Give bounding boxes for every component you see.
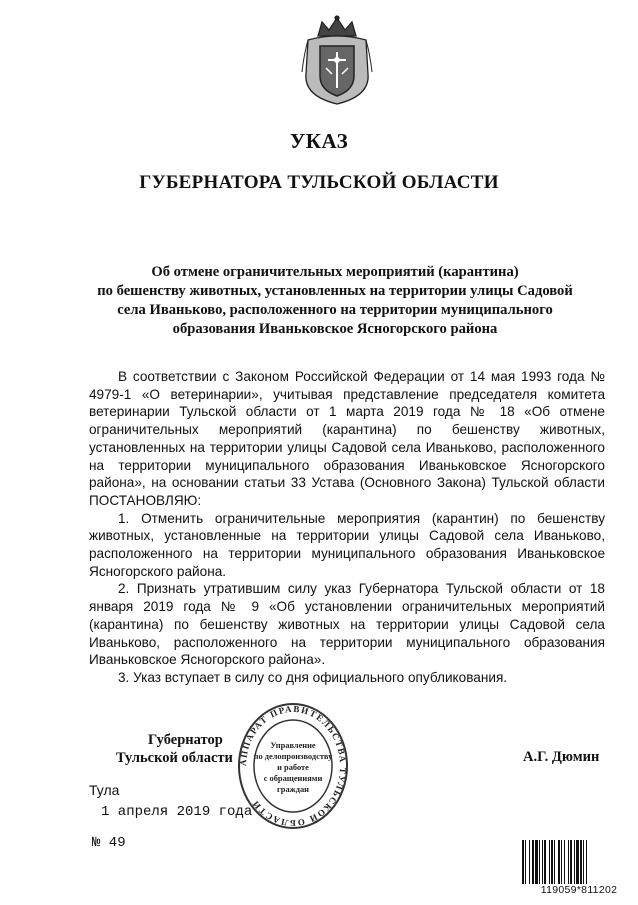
subject-line: Об отмене ограничительных мероприятий (карантина) xyxy=(151,264,519,280)
barcode-bar xyxy=(587,840,590,884)
stamp-line: и работе xyxy=(277,763,309,772)
coat-of-arms-emblem xyxy=(298,14,376,106)
position-line: Тульской области xyxy=(116,750,233,766)
issue-city: Тула xyxy=(89,782,120,798)
position-line: Губернатор xyxy=(148,732,223,748)
official-stamp xyxy=(237,700,349,832)
document-subject xyxy=(70,263,600,339)
clause-2-paragraph: 2. Признать утратившим силу указ Губернатора Тульской области от 18 января 2019 года № 9 «Об установлении ограничительных мероприятий (карантина) по бешенству животных на территории улицы Садовой села Иваньково, расположенного на территории муниципального образования Иваньковское Ясногорского района». xyxy=(89,581,605,668)
subject-line: села Иваньково, расположенного на территории муниципального xyxy=(117,302,553,318)
document-number: № 49 xyxy=(92,835,126,851)
stamp-line: по делопроизводству xyxy=(253,752,333,761)
barcode-number: 119059*811202 xyxy=(540,884,618,896)
subject-line: по бешенству животных, установленных на территории улицы Садовой xyxy=(97,283,573,299)
clause-3-paragraph: 3. Указ вступает в силу со дня официального опубликования. xyxy=(118,669,508,685)
stamp-line: граждан xyxy=(277,785,309,794)
barcode xyxy=(522,840,636,896)
stamp-ring-text: АППАРАТ ПРАВИТЕЛЬСТВА ТУЛЬСКОЙ ОБЛАСТИ xyxy=(237,703,349,829)
stamp-line: с обращениями xyxy=(263,774,323,783)
preamble-paragraph: В соответствии с Законом Российской Федерации от 14 мая 1993 года № 4979-1 «О ветеринарии», учитывая представление председателя комитета ветеринарии Тульской области от 1 марта 2019 года № 18 «Об отмене ограничительных мероприятий (карантина) по бешенству животных, установленных на территории улицы Садовой села Иваньково, расположенного на территории муниципального образования Иваньковское Ясногорского района», на основании статьи 33 Устава (Основного Закона) Тульской области ПОСТАНОВЛЯЮ: xyxy=(89,369,605,508)
barcode-bars xyxy=(522,840,636,884)
stamp-line: Управление xyxy=(270,741,316,750)
subject-line: образования Иваньковское Ясногорского района xyxy=(172,321,498,337)
document-subtitle: ГУБЕРНАТОРА ТУЛЬСКОЙ ОБЛАСТИ xyxy=(139,172,499,193)
clause-1-paragraph: 1. Отменить ограничительные мероприятия (карантин) по бешенству животных, установленные на территории улицы Садовой села Иваньково, расположенного на территории муниципального образования Иваньковское Ясногорского района. xyxy=(89,510,605,579)
issue-date: 1 апреля 2019 года xyxy=(101,804,253,820)
document-body xyxy=(89,368,605,687)
document-title: УКАЗ xyxy=(289,129,349,153)
signatory-position xyxy=(116,731,233,767)
signatory-name: А.Г. Дюмин xyxy=(523,749,600,765)
